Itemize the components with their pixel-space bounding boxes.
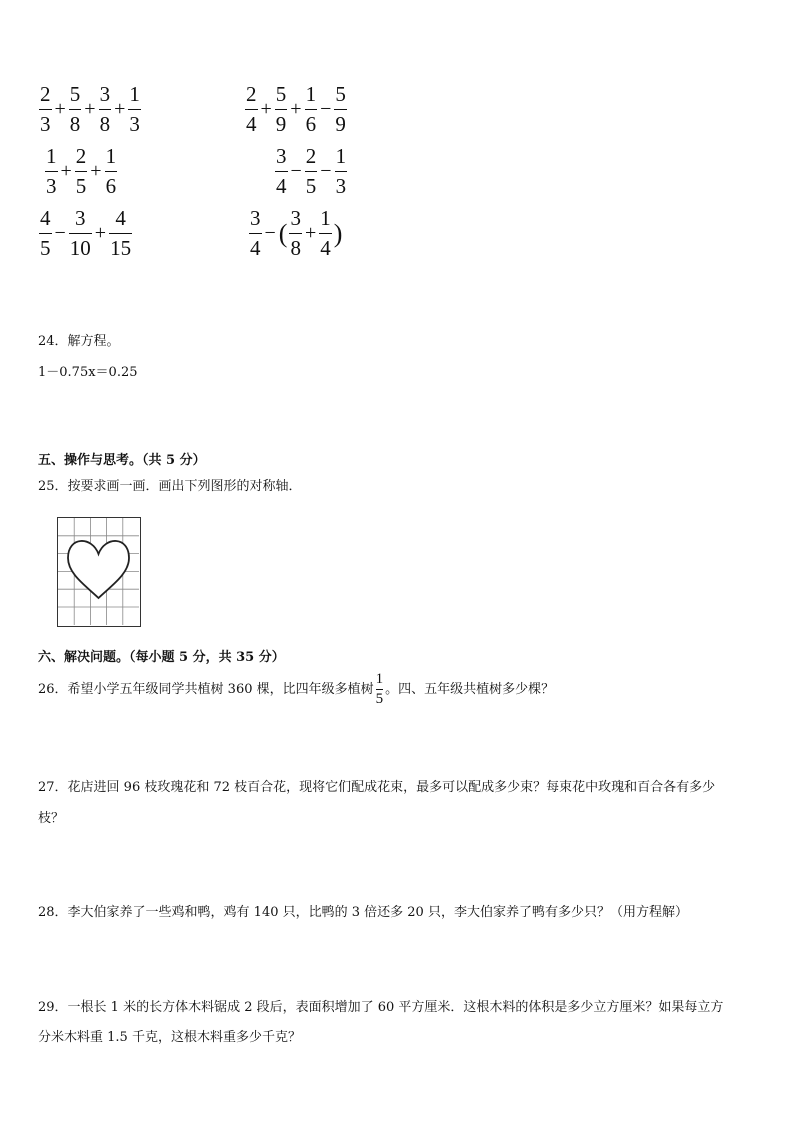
operator: + <box>260 98 272 120</box>
fraction: $\frac{5}{9}$ <box>275 82 287 136</box>
fraction: $\frac{1}{4}$ <box>320 206 331 260</box>
grid-figure <box>57 517 141 627</box>
left-paren: ( <box>278 218 288 248</box>
question-29-line-1: 29．一根长 1 米的长方体木料锯成 2 段后，表面积增加了 60 平方厘米．这根木料的体积是多少立方厘米？如果每立方 <box>38 1000 724 1015</box>
question-26-text-before: 26．希望小学五年级同学共植树 360 棵，比四年级多植树 <box>38 682 374 697</box>
operator: − <box>320 160 332 182</box>
operator: + <box>84 98 96 120</box>
fraction: $\frac{2}{3}$ <box>40 82 51 136</box>
question-27-line-2: 枝？ <box>38 811 65 826</box>
operator: − <box>54 222 66 244</box>
expression-5 <box>38 208 133 259</box>
question-26-fraction: $\frac{1}{5}$ <box>375 671 384 707</box>
fraction: $\frac{5}{8}$ <box>69 82 81 136</box>
section-5-title: 五、操作与思考。（共 5 分） <box>38 453 206 468</box>
expression-1 <box>38 84 142 135</box>
question-24-label: 24．解方程。 <box>38 334 120 349</box>
fraction: $\frac{2}{4}$ <box>246 82 257 136</box>
operator: + <box>90 160 102 182</box>
fraction: $\frac{1}{3}$ <box>46 144 57 198</box>
question-27-line-1: 27．花店进回 96 枝玫瑰花和 72 枝百合花，现将它们配成花束，最多可以配成多少束？每束花中玫瑰和百合各有多少 <box>38 780 716 795</box>
fraction: $\frac{4}{5}$ <box>40 206 51 260</box>
fraction: $\frac{1}{6}$ <box>105 144 117 198</box>
fraction: $\frac{3}{10}$ <box>69 206 91 260</box>
fraction: $\frac{4}{15}$ <box>110 206 132 260</box>
operator: + <box>94 222 107 244</box>
expression-6 <box>248 208 343 259</box>
question-26 <box>38 672 554 707</box>
operator: + <box>114 98 126 120</box>
operator: − <box>264 222 276 244</box>
operator: + <box>304 222 317 244</box>
question-28: 28．李大伯家养了一些鸡和鸭，鸡有 140 只，比鸭的 3 倍还多 20 只，李大伯家养了鸭有多少只？（用方程解） <box>38 905 688 920</box>
fraction: $\frac{3}{4}$ <box>276 144 287 198</box>
fraction: $\frac{5}{9}$ <box>335 82 346 136</box>
fraction: $\frac{2}{5}$ <box>305 144 317 198</box>
operator: − <box>290 160 302 182</box>
expression-3 <box>44 146 118 197</box>
operator: + <box>290 98 302 120</box>
fraction: $\frac{1}{6}$ <box>305 82 317 136</box>
question-24-equation: 1－0.75x＝0.25 <box>38 365 138 380</box>
fraction: $\frac{1}{3}$ <box>335 144 347 198</box>
expression-4 <box>274 146 348 197</box>
fraction: $\frac{1}{3}$ <box>129 82 140 136</box>
section-6-title: 六、解决问题。（每小题 5 分，共 35 分） <box>38 650 285 665</box>
question-29-line-2: 分米木料重 1.5 千克，这根木料重多少千克？ <box>38 1030 301 1045</box>
expression-2 <box>244 84 348 135</box>
operator: + <box>60 160 72 182</box>
question-25: 25．按要求画一画．画出下列图形的对称轴． <box>38 479 302 494</box>
right-paren: ) <box>333 218 343 248</box>
fraction: $\frac{3}{8}$ <box>99 82 111 136</box>
fraction: $\frac{3}{4}$ <box>250 206 261 260</box>
question-26-text-after: 。四、五年级共植树多少棵？ <box>385 682 555 697</box>
heart-grid-drawing <box>58 518 139 625</box>
fraction: $\frac{2}{5}$ <box>75 144 87 198</box>
operator: − <box>320 98 332 120</box>
fraction: $\frac{3}{8}$ <box>290 206 301 260</box>
operator: + <box>54 98 66 120</box>
